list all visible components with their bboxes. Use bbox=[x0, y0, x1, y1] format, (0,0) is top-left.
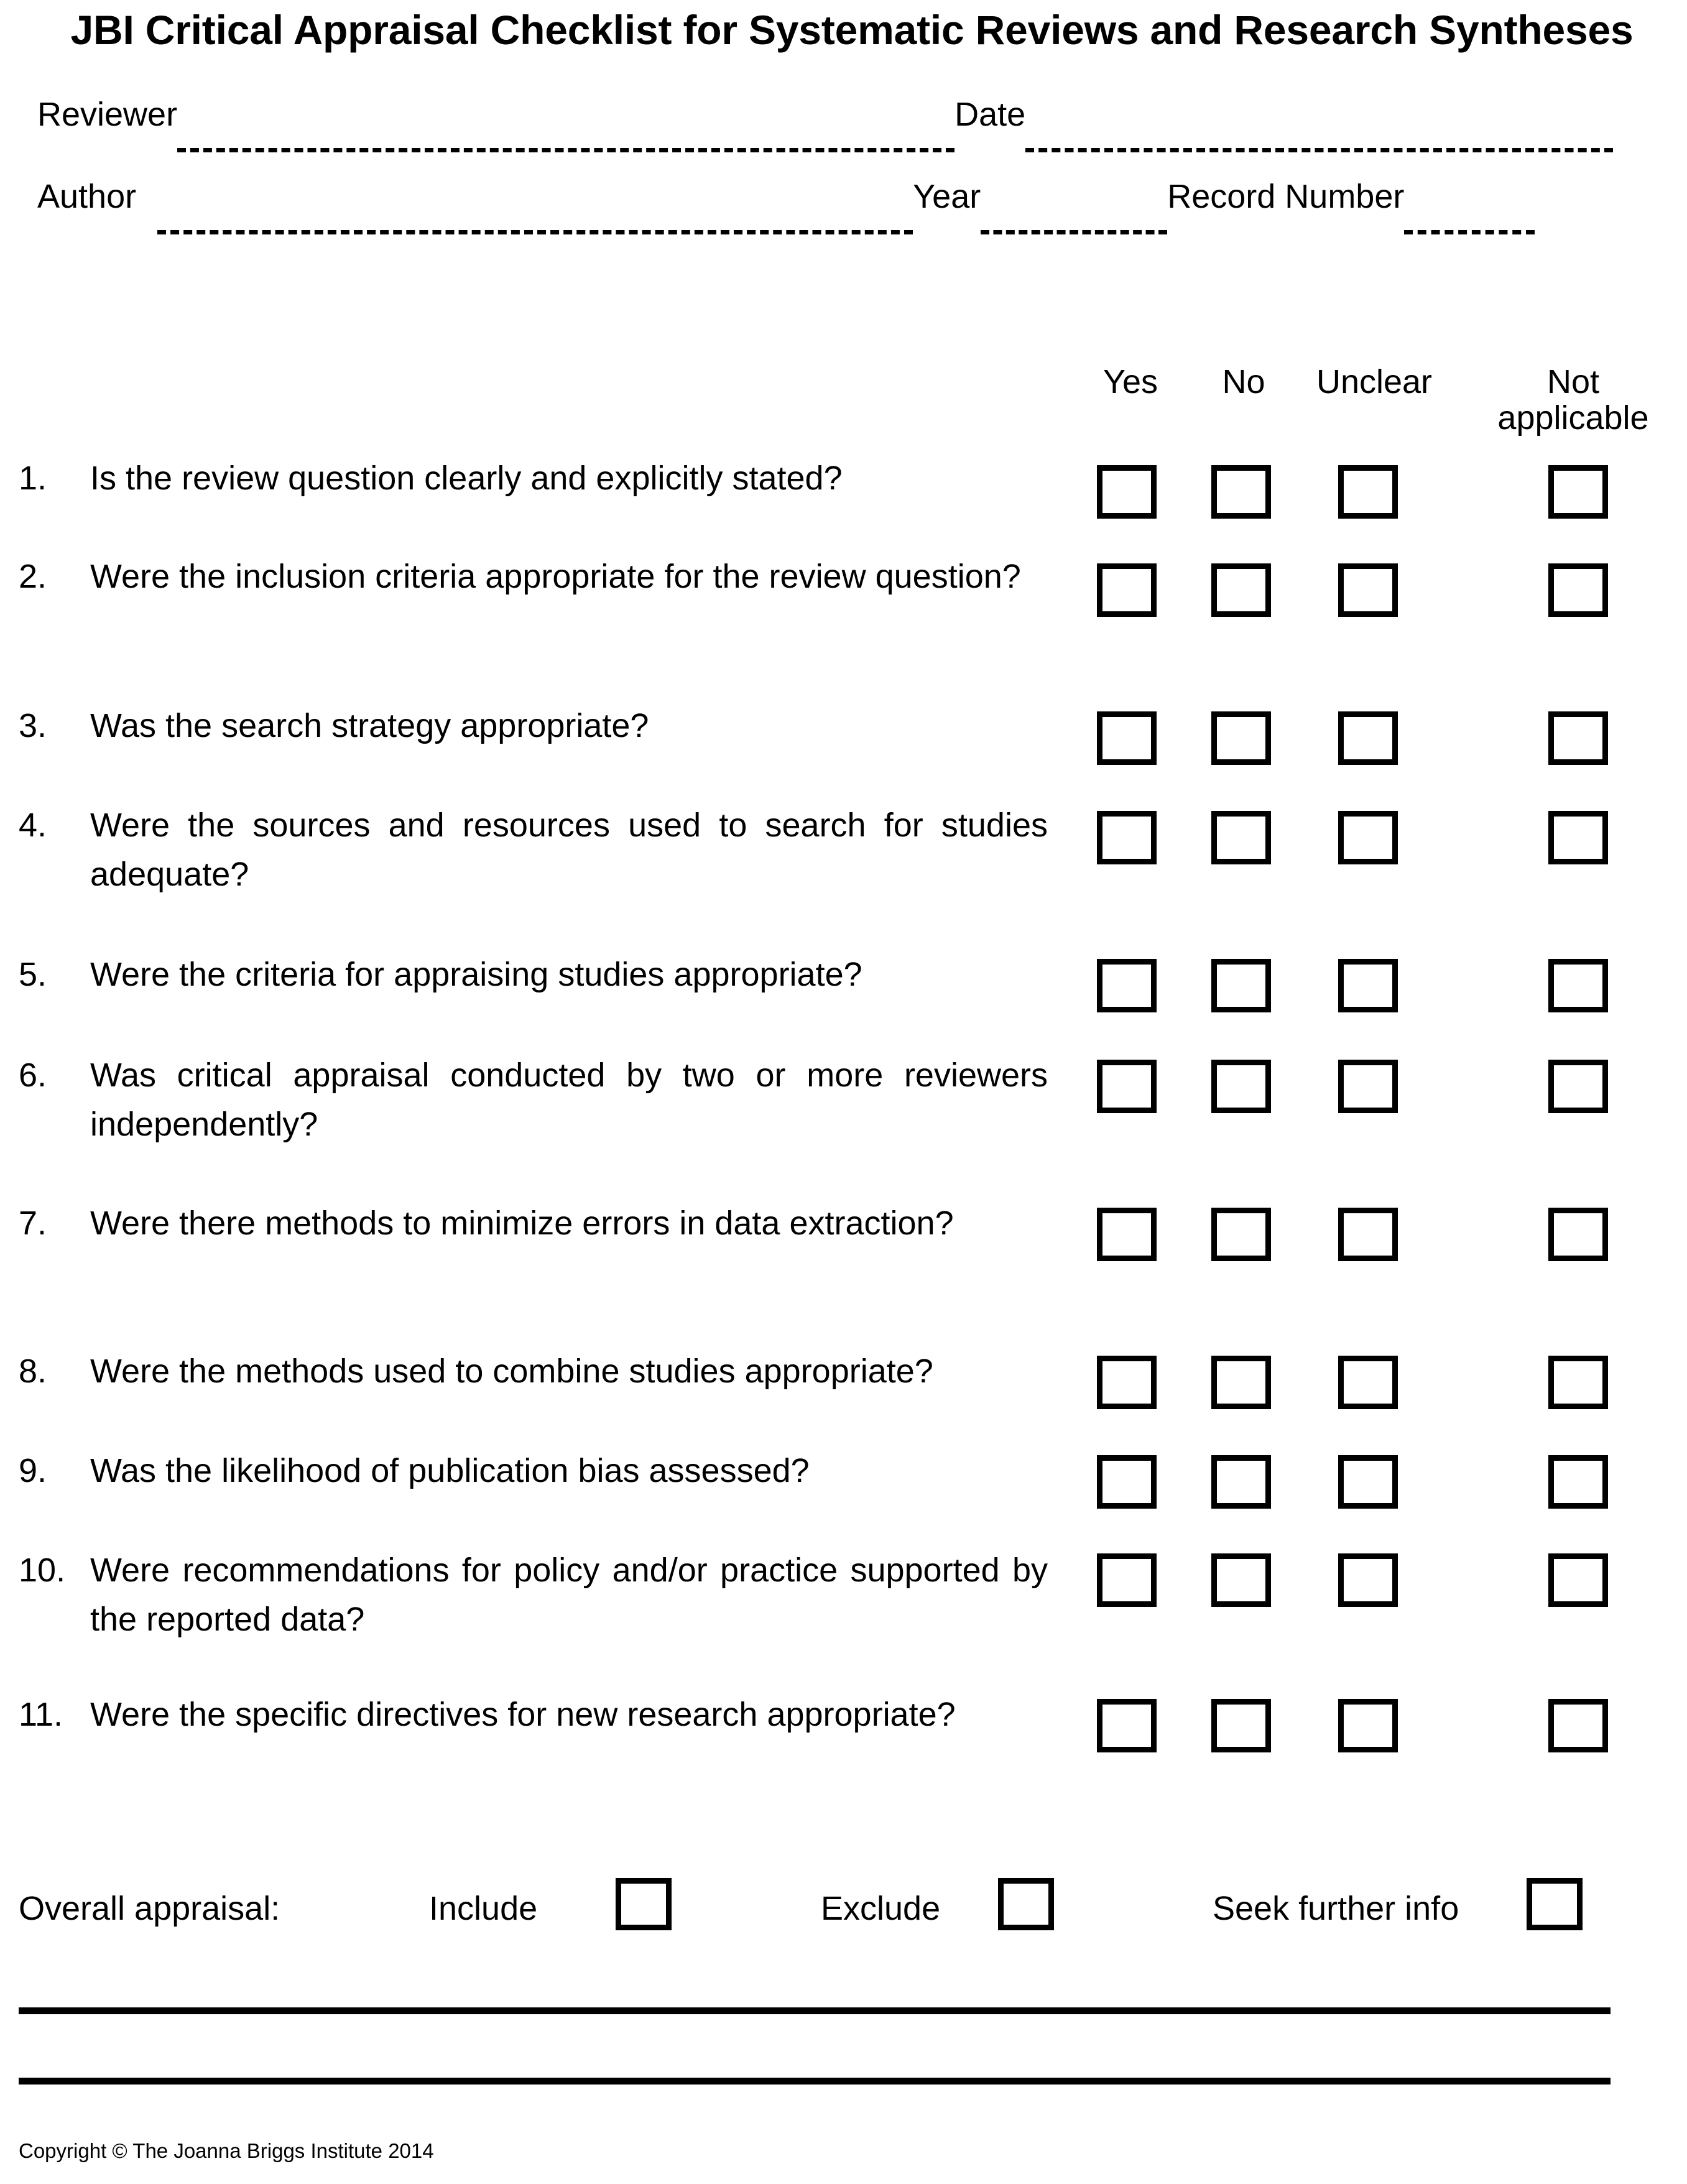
checkbox-no-8[interactable] bbox=[1211, 1356, 1271, 1409]
date-label: Date bbox=[954, 95, 1026, 133]
checkbox-no-2[interactable] bbox=[1211, 563, 1271, 617]
question-row bbox=[0, 454, 1687, 552]
author-label: Author bbox=[37, 177, 137, 215]
question-checkbox-group-11 bbox=[0, 1699, 1687, 1761]
question-row bbox=[0, 1690, 1687, 1838]
column-header-unclear: Unclear bbox=[1316, 363, 1433, 400]
question-body-9: Was the likelihood of publication bias assessed? bbox=[90, 1452, 810, 1489]
checkbox-yes-11[interactable] bbox=[1097, 1699, 1157, 1752]
question-body-11: Were the specific directives for new research appropriate? bbox=[90, 1696, 956, 1733]
question-body-7: Were there methods to minimize errors in data extraction? bbox=[90, 1205, 954, 1242]
checkbox-unclear-10[interactable] bbox=[1338, 1553, 1398, 1607]
author-input[interactable] bbox=[157, 230, 913, 234]
checkbox-yes-8[interactable] bbox=[1097, 1356, 1157, 1409]
checkbox-unclear-3[interactable] bbox=[1338, 711, 1398, 765]
question-checkbox-group-2 bbox=[0, 563, 1687, 626]
question-body-3: Was the search strategy appropriate? bbox=[90, 707, 649, 744]
checkbox-yes-10[interactable] bbox=[1097, 1553, 1157, 1607]
question-checkbox-group-10 bbox=[0, 1553, 1687, 1616]
checkbox-not-applicable-1[interactable] bbox=[1548, 465, 1608, 519]
question-checkbox-group-5 bbox=[0, 959, 1687, 1021]
checkbox-yes-4[interactable] bbox=[1097, 811, 1157, 864]
checkbox-not-applicable-6[interactable] bbox=[1548, 1060, 1608, 1113]
checkbox-yes-9[interactable] bbox=[1097, 1455, 1157, 1509]
checkbox-yes-1[interactable] bbox=[1097, 465, 1157, 519]
question-body-6: Was critical appraisal conducted by two or more reviewers independently? bbox=[90, 1057, 1048, 1143]
question-row bbox=[0, 801, 1687, 950]
checkbox-not-applicable-10[interactable] bbox=[1548, 1553, 1608, 1607]
checkbox-unclear-9[interactable] bbox=[1338, 1455, 1398, 1509]
horizontal-rule-top bbox=[19, 2007, 1611, 2014]
question-row bbox=[0, 701, 1687, 801]
question-number-3: 3. bbox=[19, 707, 47, 744]
checkbox-not-applicable-4[interactable] bbox=[1548, 811, 1608, 864]
horizontal-rule-bottom bbox=[19, 2078, 1611, 2085]
checkbox-no-1[interactable] bbox=[1211, 465, 1271, 519]
question-number-5: 5. bbox=[19, 956, 47, 993]
column-header-yes: Yes bbox=[1102, 363, 1158, 400]
checkbox-overall-include[interactable] bbox=[616, 1878, 672, 1930]
year-input[interactable] bbox=[981, 230, 1167, 234]
question-number-9: 9. bbox=[19, 1452, 47, 1489]
date-input[interactable] bbox=[1025, 148, 1613, 152]
question-row bbox=[0, 1446, 1687, 1546]
question-checkbox-group-3 bbox=[0, 711, 1687, 774]
question-body-4: Were the sources and resources used to search for studies adequate? bbox=[90, 807, 1048, 893]
record-number-label: Record Number bbox=[1167, 177, 1405, 215]
checkbox-no-5[interactable] bbox=[1211, 959, 1271, 1012]
checkbox-unclear-1[interactable] bbox=[1338, 465, 1398, 519]
checkbox-unclear-2[interactable] bbox=[1338, 563, 1398, 617]
question-checkbox-group-9 bbox=[0, 1455, 1687, 1517]
question-body-2: Were the inclusion criteria appropriate for the review question? bbox=[90, 558, 1021, 595]
checkbox-overall-exclude[interactable] bbox=[998, 1878, 1054, 1930]
checkbox-no-6[interactable] bbox=[1211, 1060, 1271, 1113]
overall-seek-further-info-label: Seek further info bbox=[1213, 1890, 1459, 1927]
checkbox-unclear-5[interactable] bbox=[1338, 959, 1398, 1012]
question-number-8: 8. bbox=[19, 1353, 47, 1390]
question-checkbox-group-1 bbox=[0, 465, 1687, 527]
checkbox-unclear-7[interactable] bbox=[1338, 1208, 1398, 1261]
column-header-not-applicable-line2: applicable bbox=[1497, 399, 1649, 437]
question-row bbox=[0, 1199, 1687, 1347]
question-list bbox=[0, 454, 1687, 1838]
checkbox-no-3[interactable] bbox=[1211, 711, 1271, 765]
checkbox-unclear-4[interactable] bbox=[1338, 811, 1398, 864]
header-row-reviewer-date bbox=[37, 95, 1650, 157]
question-number-2: 2. bbox=[19, 558, 47, 595]
checkbox-no-11[interactable] bbox=[1211, 1699, 1271, 1752]
header-row-author-year-record bbox=[37, 177, 1650, 239]
checkbox-not-applicable-3[interactable] bbox=[1548, 711, 1608, 765]
year-label: Year bbox=[913, 177, 981, 215]
question-row bbox=[0, 1347, 1687, 1446]
checkbox-no-4[interactable] bbox=[1211, 811, 1271, 864]
question-number-10: 10. bbox=[19, 1552, 66, 1589]
question-body-10: Were recommendations for policy and/or practice supported by the reported data? bbox=[90, 1552, 1048, 1638]
question-number-1: 1. bbox=[19, 460, 47, 497]
question-row bbox=[0, 552, 1687, 701]
checkbox-unclear-11[interactable] bbox=[1338, 1699, 1398, 1752]
checkbox-not-applicable-7[interactable] bbox=[1548, 1208, 1608, 1261]
overall-appraisal-label: Overall appraisal: bbox=[19, 1890, 280, 1927]
checkbox-not-applicable-8[interactable] bbox=[1548, 1356, 1608, 1409]
overall-exclude-label: Exclude bbox=[821, 1890, 941, 1927]
question-row bbox=[0, 950, 1687, 1051]
page-title: JBI Critical Appraisal Checklist for Systematic Reviews and Research Syntheses bbox=[70, 7, 1634, 53]
question-number-11: 11. bbox=[19, 1696, 63, 1733]
copyright-notice: Copyright © The Joanna Briggs Institute 2014 bbox=[19, 2139, 434, 2162]
checkbox-not-applicable-9[interactable] bbox=[1548, 1455, 1608, 1509]
checkbox-not-applicable-11[interactable] bbox=[1548, 1699, 1608, 1752]
question-body-1: Is the review question clearly and explicitly stated? bbox=[90, 460, 843, 497]
question-checkbox-group-7 bbox=[0, 1208, 1687, 1270]
question-checkbox-group-6 bbox=[0, 1060, 1687, 1122]
header-fields bbox=[37, 95, 1650, 239]
column-header-not-applicable-line1: Not bbox=[1546, 363, 1600, 400]
question-row bbox=[0, 1051, 1687, 1199]
question-body-5: Were the criteria for appraising studies appropriate? bbox=[90, 956, 862, 993]
checkbox-no-10[interactable] bbox=[1211, 1553, 1271, 1607]
checkbox-unclear-8[interactable] bbox=[1338, 1356, 1398, 1409]
checkbox-unclear-6[interactable] bbox=[1338, 1060, 1398, 1113]
question-number-7: 7. bbox=[19, 1205, 47, 1242]
checkbox-yes-2[interactable] bbox=[1097, 563, 1157, 617]
checkbox-yes-7[interactable] bbox=[1097, 1208, 1157, 1261]
checkbox-yes-6[interactable] bbox=[1097, 1060, 1157, 1113]
question-checkbox-group-8 bbox=[0, 1356, 1687, 1418]
checkbox-not-applicable-2[interactable] bbox=[1548, 563, 1608, 617]
reviewer-input[interactable] bbox=[177, 148, 954, 152]
checkbox-yes-3[interactable] bbox=[1097, 711, 1157, 765]
record-number-input[interactable] bbox=[1404, 230, 1535, 234]
overall-appraisal-row bbox=[19, 1878, 1666, 1946]
question-body-8: Were the methods used to combine studies appropriate? bbox=[90, 1353, 933, 1390]
checkbox-overall-seek-further-info[interactable] bbox=[1527, 1878, 1583, 1930]
question-row bbox=[0, 1546, 1687, 1690]
question-checkbox-group-4 bbox=[0, 811, 1687, 873]
question-number-6: 6. bbox=[19, 1057, 47, 1094]
reviewer-label: Reviewer bbox=[37, 95, 178, 133]
checkbox-not-applicable-5[interactable] bbox=[1548, 959, 1608, 1012]
checkbox-yes-5[interactable] bbox=[1097, 959, 1157, 1012]
overall-include-label: Include bbox=[429, 1890, 538, 1927]
checkbox-no-9[interactable] bbox=[1211, 1455, 1271, 1509]
checkbox-no-7[interactable] bbox=[1211, 1208, 1271, 1261]
column-header-no: No bbox=[1222, 363, 1265, 400]
column-header-not-applicable bbox=[1492, 364, 1654, 437]
question-number-4: 4. bbox=[19, 807, 47, 844]
